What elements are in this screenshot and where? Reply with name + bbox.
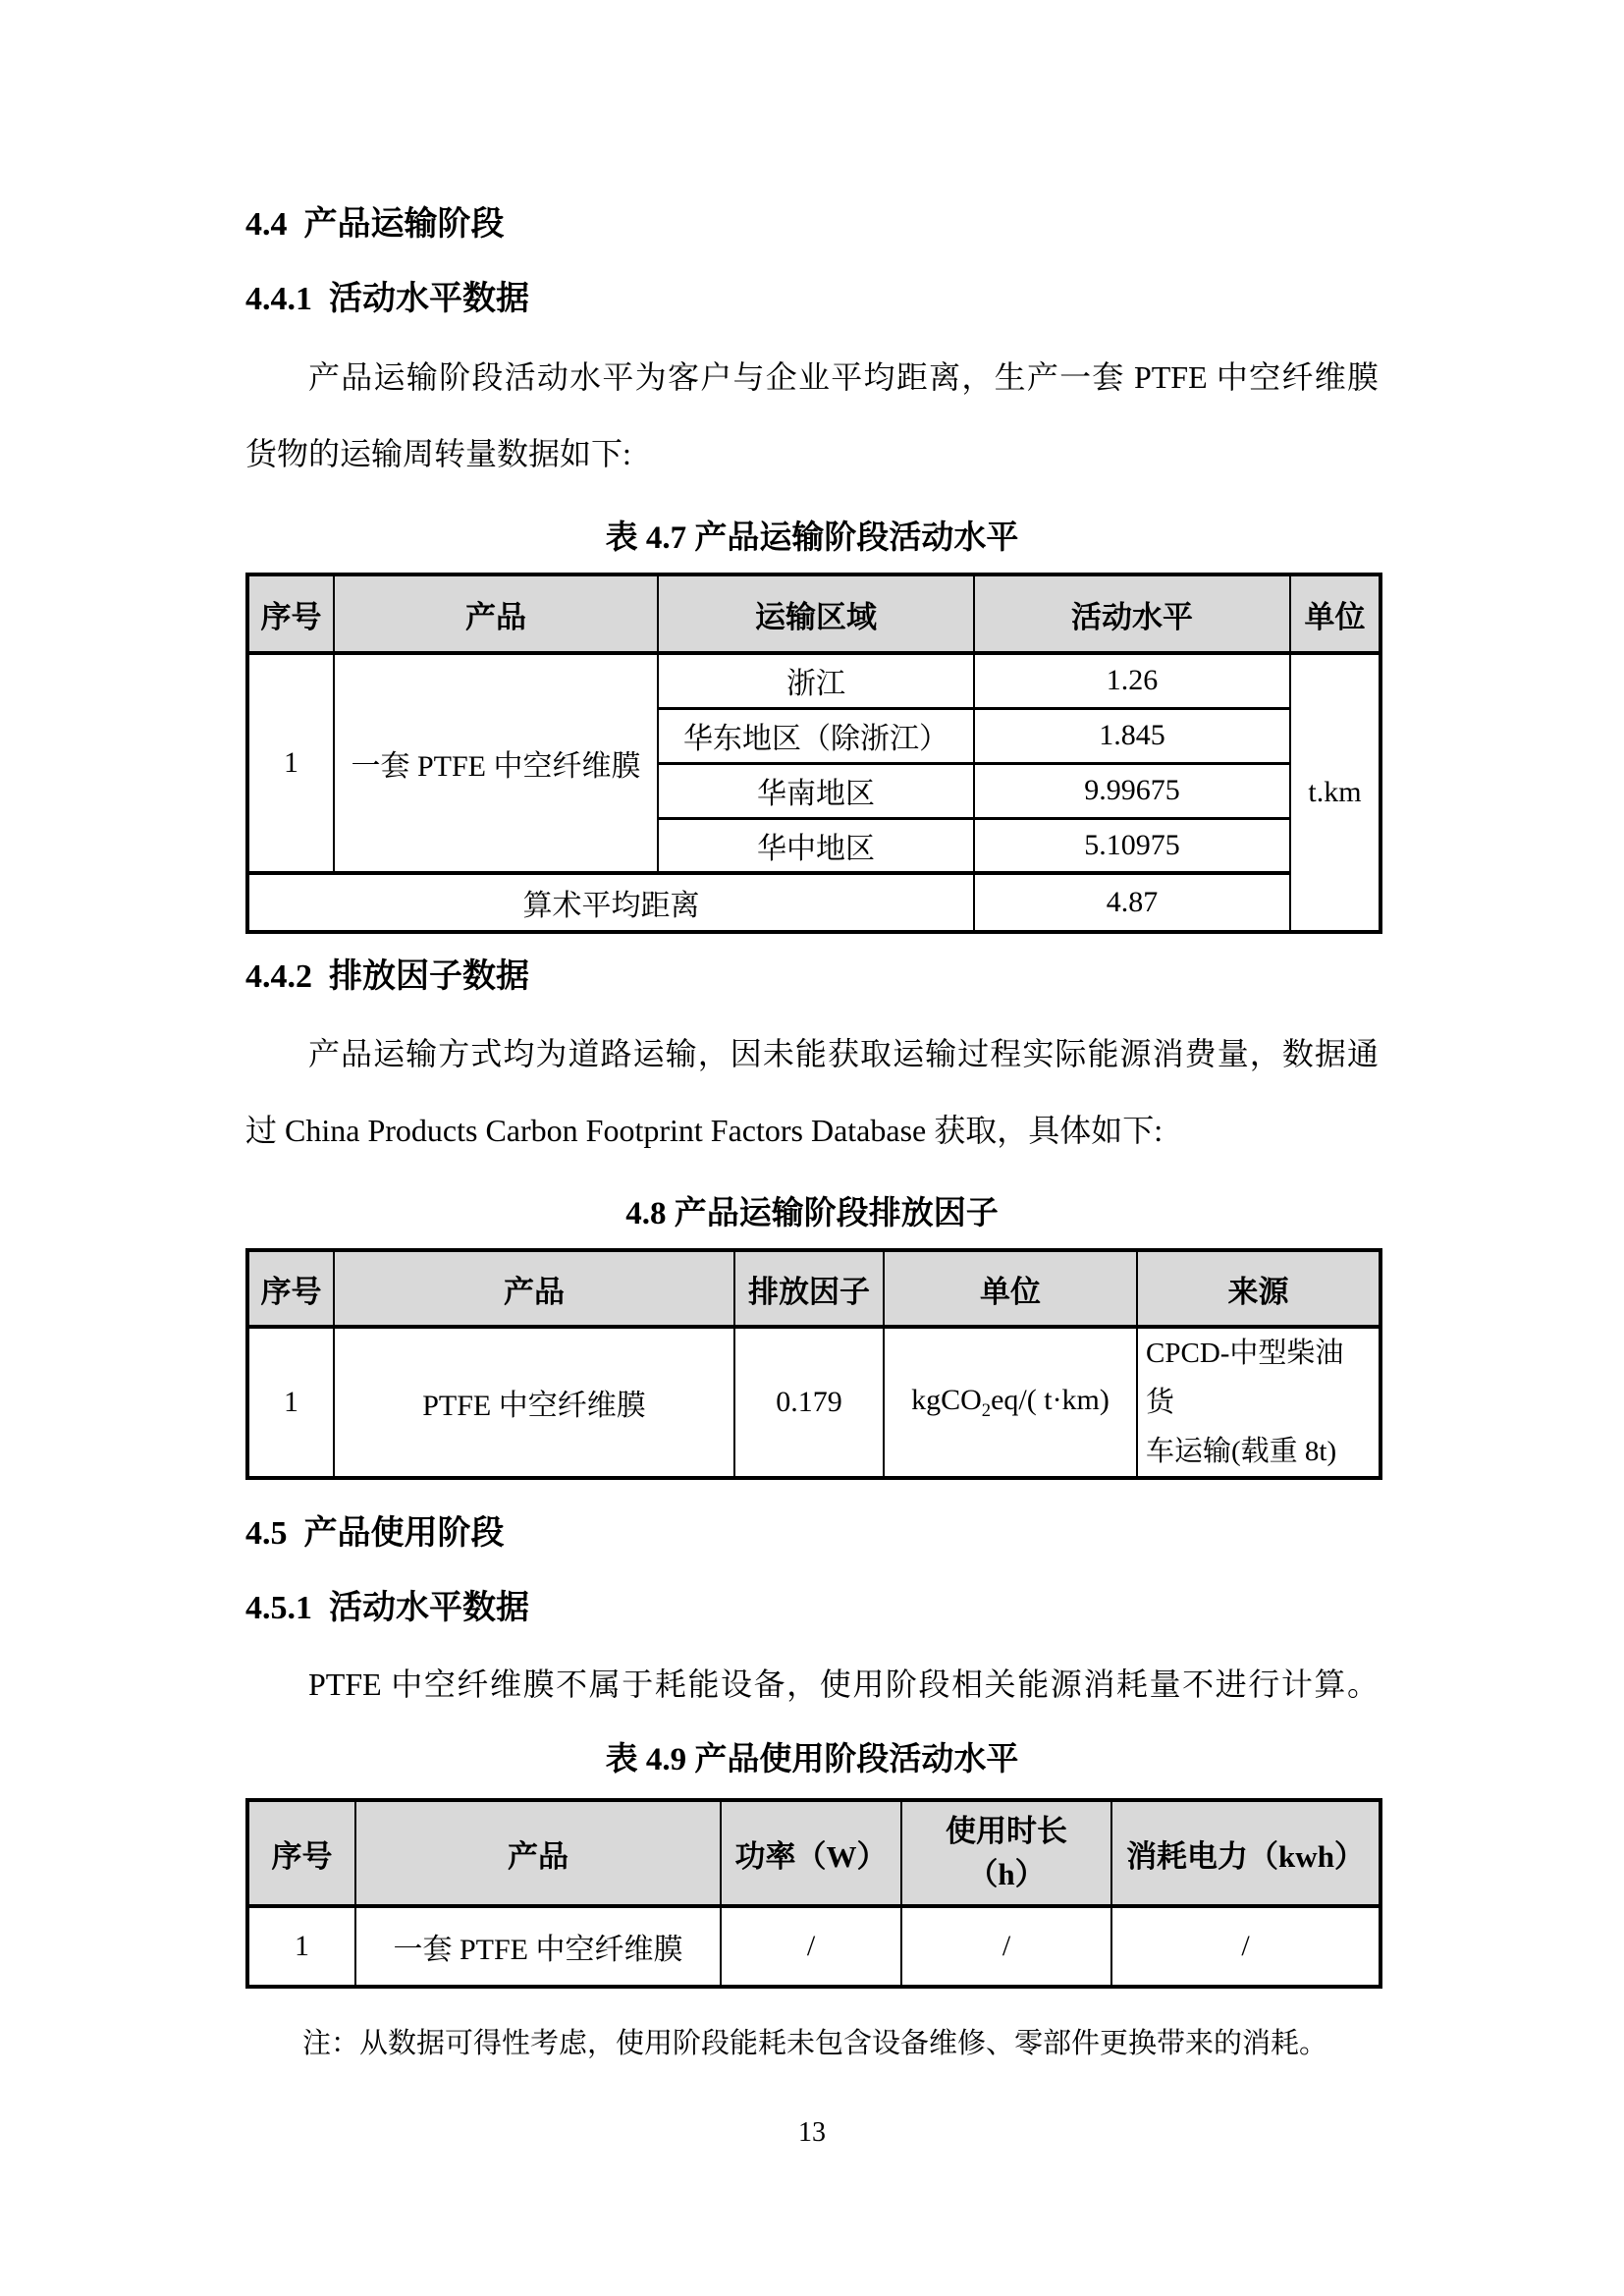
cell-serial: 1 bbox=[247, 1327, 334, 1478]
table-4-9 bbox=[245, 1798, 1382, 1989]
page-content bbox=[245, 0, 1379, 2068]
header-cell-serial: 序号 bbox=[247, 1800, 355, 1906]
cell-average-label: 算术平均距离 bbox=[247, 873, 974, 932]
cell-electricity: / bbox=[1111, 1906, 1380, 1987]
table-4-7-caption: 表 4.7 产品运输阶段活动水平 bbox=[605, 520, 1019, 556]
heading-4-4-1: 4.4.1 活动水平数据 bbox=[245, 281, 529, 317]
unit-subscript: 2 bbox=[981, 1399, 992, 1421]
header-cell-unit: 单位 bbox=[1290, 574, 1380, 653]
unit-text: eq/( t·km) bbox=[991, 1383, 1110, 1416]
header-cell-product: 产品 bbox=[355, 1800, 721, 1906]
cell-unit: t.km bbox=[1290, 653, 1380, 932]
paragraph-line: PTFE 中空纤维膜不属于耗能设备，使用阶段相关能源消耗量不进行计算。 bbox=[308, 1667, 1379, 1702]
paragraph-line: 产品运输阶段活动水平为客户与企业平均距离，生产一套 PTFE 中空纤维膜 bbox=[308, 359, 1379, 395]
cell-serial: 1 bbox=[247, 653, 334, 873]
cell-value: 9.99675 bbox=[974, 763, 1290, 818]
paragraph-line: 货物的运输周转量数据如下: bbox=[245, 436, 631, 471]
cell-source bbox=[1137, 1327, 1380, 1478]
cell-factor: 0.179 bbox=[734, 1327, 884, 1478]
source-line: CPCD-中型柴油货 bbox=[1146, 1338, 1344, 1418]
heading-4-5-1: 4.5.1 活动水平数据 bbox=[245, 1590, 529, 1626]
cell-unit bbox=[884, 1327, 1137, 1478]
header-cell-region: 运输区域 bbox=[658, 574, 974, 653]
cell-power: / bbox=[721, 1906, 901, 1987]
cell-serial: 1 bbox=[247, 1906, 355, 1987]
table-4-9-caption: 表 4.9 产品使用阶段活动水平 bbox=[605, 1742, 1019, 1777]
cell-value: 5.10975 bbox=[974, 818, 1290, 873]
table-4-8 bbox=[245, 1248, 1382, 1480]
paragraph-transport-activity bbox=[245, 339, 1379, 492]
header-duration-line: （h） bbox=[967, 1857, 1046, 1891]
header-cell-product: 产品 bbox=[334, 574, 658, 653]
paragraph-use-stage bbox=[245, 1646, 1379, 1722]
header-cell-duration bbox=[901, 1800, 1111, 1906]
source-line: 车运输(载重 8t) bbox=[1146, 1436, 1337, 1467]
heading-4-4-2: 4.4.2 排放因子数据 bbox=[245, 958, 529, 995]
cell-product: PTFE 中空纤维膜 bbox=[334, 1327, 734, 1478]
cell-value: 1.26 bbox=[974, 653, 1290, 708]
page-number: 13 bbox=[798, 2117, 826, 2148]
header-cell-electricity: 消耗电力（kwh） bbox=[1111, 1800, 1380, 1906]
table-4-8-caption: 4.8 产品运输阶段排放因子 bbox=[625, 1196, 999, 1231]
header-duration-line: 使用时长 bbox=[946, 1814, 1067, 1848]
heading-4-5: 4.5 产品使用阶段 bbox=[245, 1515, 505, 1552]
cell-value: 1.845 bbox=[974, 708, 1290, 763]
table-row bbox=[247, 653, 1380, 708]
cell-region: 华南地区 bbox=[658, 763, 974, 818]
table-row bbox=[247, 1906, 1380, 1987]
table-header-row bbox=[247, 1250, 1380, 1327]
cell-average-value: 4.87 bbox=[974, 873, 1290, 932]
cell-duration: / bbox=[901, 1906, 1111, 1987]
header-cell-activity: 活动水平 bbox=[974, 574, 1290, 653]
header-cell-serial: 序号 bbox=[247, 1250, 334, 1327]
cell-region: 华中地区 bbox=[658, 818, 974, 873]
cell-region: 浙江 bbox=[658, 653, 974, 708]
heading-4-4: 4.4 产品运输阶段 bbox=[245, 206, 505, 243]
header-cell-product: 产品 bbox=[334, 1250, 734, 1327]
header-cell-power: 功率（W） bbox=[721, 1800, 901, 1906]
header-cell-factor: 排放因子 bbox=[734, 1250, 884, 1327]
paragraph-line: 过 China Products Carbon Footprint Factors Database 获取，具体如下: bbox=[245, 1113, 1164, 1148]
header-cell-serial: 序号 bbox=[247, 574, 334, 653]
note-text: 注：从数据可得性考虑，使用阶段能耗未包含设备维修、零部件更换带来的消耗。 bbox=[302, 2028, 1328, 2059]
table-4-7 bbox=[245, 573, 1382, 934]
table-header-row bbox=[247, 574, 1380, 653]
paragraph-emission-factor bbox=[245, 1015, 1379, 1169]
paragraph-line: 产品运输方式均为道路运输，因未能获取运输过程实际能源消费量，数据通 bbox=[308, 1036, 1379, 1071]
cell-region: 华东地区（除浙江） bbox=[658, 708, 974, 763]
table-header-row bbox=[247, 1800, 1380, 1906]
table-average-row bbox=[247, 873, 1380, 932]
unit-text: kgCO bbox=[911, 1383, 982, 1416]
cell-product: 一套 PTFE 中空纤维膜 bbox=[334, 653, 658, 873]
cell-product: 一套 PTFE 中空纤维膜 bbox=[355, 1906, 721, 1987]
header-cell-source: 来源 bbox=[1137, 1250, 1380, 1327]
header-cell-unit: 单位 bbox=[884, 1250, 1137, 1327]
table-row bbox=[247, 1327, 1380, 1478]
